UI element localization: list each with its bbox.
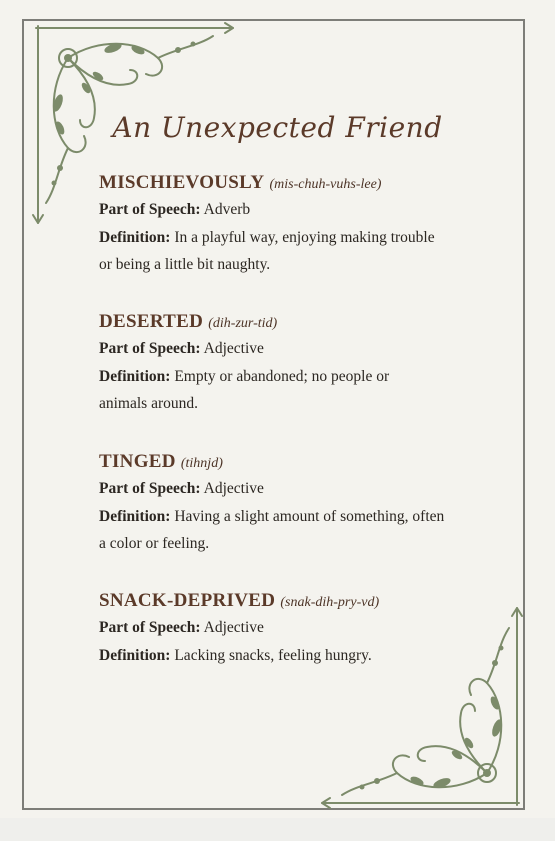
part-of-speech-label: Part of Speech: [99,201,201,218]
vocab-word: MISCHIEVOUSLY [99,172,265,193]
definition-label: Definition: [99,507,171,525]
part-of-speech-value: Adjective [203,619,264,636]
part-of-speech-line [99,335,499,363]
part-of-speech-line [99,614,499,642]
part-of-speech-value: Adverb [203,201,251,218]
part-of-speech-label: Part of Speech: [99,480,201,497]
definition-label: Definition: [99,646,171,664]
definition-continuation: animals around. [99,395,199,412]
part-of-speech-label: Part of Speech: [99,619,201,636]
pronunciation: (tihnjd) [180,456,223,471]
pronunciation: (mis-chuh-vuhs-lee) [269,177,382,192]
part-of-speech-value: Adjective [203,340,264,357]
part-of-speech-label: Part of Speech: [99,340,201,357]
part-of-speech-line [99,475,499,503]
vocab-word: TINGED [99,451,176,472]
definition-line [99,642,499,670]
vocab-entry [99,590,499,669]
vocab-word: DESERTED [99,311,204,332]
part-of-speech-line [99,196,499,224]
definition-continuation: a color or feeling. [99,535,210,552]
part-of-speech-value: Adjective [203,480,264,497]
pronunciation: (dih-zur-tid) [208,316,278,331]
vocab-entry [99,311,499,418]
definition-text: In a playful way, enjoying making trouble [174,228,435,246]
definition-text: Empty or abandoned; no people or [174,367,390,385]
page-bottom-margin [0,818,555,841]
vocab-entry [99,451,499,558]
definition-line [99,224,499,252]
definition-label: Definition: [99,228,171,246]
pronunciation: (snak-dih-pry-vd) [280,595,380,610]
definition-label: Definition: [99,367,171,385]
vocab-entry [99,172,499,279]
definition-line [99,363,499,391]
vocab-word: SNACK-DEPRIVED [99,590,276,611]
definition-text: Lacking snacks, feeling hungry. [174,646,372,664]
definition-text: Having a slight amount of something, often [174,507,445,525]
page-title: An Unexpected Friend [112,111,443,144]
definition-line [99,503,499,531]
definition-continuation: or being a little bit naughty. [99,256,271,273]
